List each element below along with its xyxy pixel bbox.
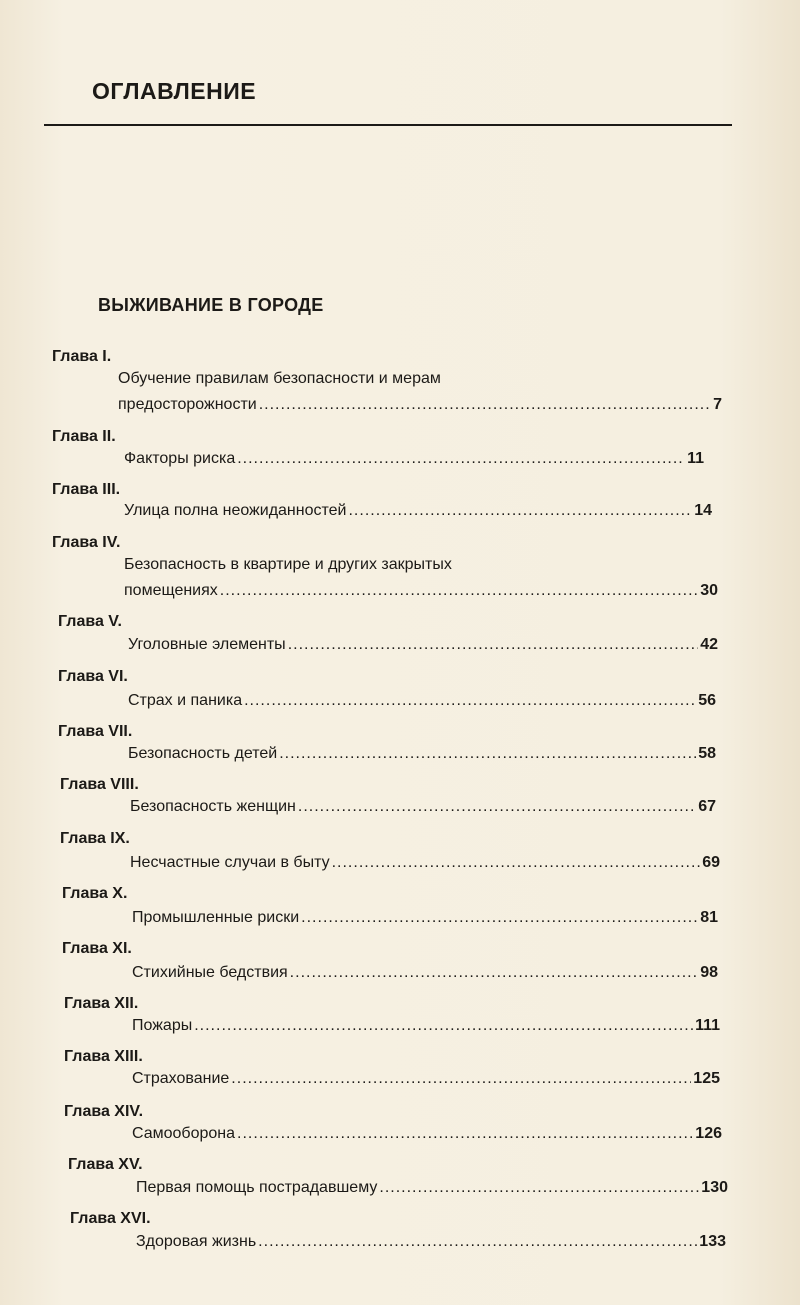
- toc-entry[interactable]: [132, 905, 718, 931]
- toc-entry[interactable]: [124, 498, 712, 524]
- chapter-title: Страхование: [132, 1070, 230, 1087]
- chapter-label: Глава XV.: [68, 1156, 143, 1173]
- dot-leader: [244, 688, 696, 714]
- page-number: 130: [701, 1179, 728, 1196]
- chapter-label: Глава XVI.: [70, 1210, 151, 1227]
- toc-entry[interactable]: [132, 1121, 722, 1147]
- chapter-title: Несчастные случаи в быту: [130, 854, 330, 871]
- chapter-label: Глава IX.: [60, 830, 130, 847]
- chapter-title: Первая помощь пострадавшему: [136, 1179, 378, 1196]
- page-number: 7: [713, 396, 722, 413]
- chapter-label: Глава XI.: [62, 940, 132, 957]
- title-rule: [44, 124, 732, 126]
- toc-entry[interactable]: [130, 850, 720, 876]
- chapter-label: Глава IV.: [52, 534, 121, 551]
- dot-leader: [288, 632, 699, 658]
- dot-leader: [259, 392, 711, 418]
- chapter-title: Факторы риска: [124, 450, 236, 467]
- chapter-title: Улица полна неожиданностей: [124, 502, 347, 519]
- chapter-label: Глава V.: [58, 613, 122, 630]
- page-number: 42: [700, 636, 718, 653]
- dot-leader: [279, 741, 696, 767]
- toc-entry[interactable]: [132, 1013, 720, 1039]
- section-title: ВЫЖИВАНИЕ В ГОРОДЕ: [98, 295, 324, 315]
- chapter-label: Глава XIII.: [64, 1048, 143, 1065]
- dot-leader: [298, 794, 696, 820]
- page-number: 30: [700, 582, 718, 599]
- dot-leader: [379, 1175, 699, 1201]
- chapter-title: Здоровая жизнь: [136, 1233, 257, 1250]
- toc-entry[interactable]: [118, 366, 722, 418]
- chapter-label: Глава XII.: [64, 995, 139, 1012]
- toc-entry[interactable]: [124, 552, 718, 604]
- chapter-title: Безопасность в квартире и других закрытых: [124, 556, 452, 573]
- chapter-title: Страх и паника: [128, 692, 243, 709]
- page-number: 56: [698, 692, 716, 709]
- page-number: 133: [699, 1233, 726, 1250]
- toc-entry[interactable]: [132, 1066, 720, 1092]
- page-number: 81: [700, 909, 718, 926]
- dot-leader: [258, 1229, 697, 1255]
- dot-leader: [237, 446, 685, 472]
- chapter-label: Глава VIII.: [60, 776, 139, 793]
- chapter-label: Глава VI.: [58, 668, 128, 685]
- chapter-label: Глава X.: [62, 885, 128, 902]
- chapter-title: Безопасность женщин: [130, 798, 296, 815]
- page-number: 111: [695, 1017, 720, 1034]
- chapter-label: Глава VII.: [58, 723, 133, 740]
- dot-leader: [332, 850, 701, 876]
- dot-leader: [194, 1013, 693, 1039]
- chapter-title: предосторожности: [118, 396, 257, 413]
- chapter-label: Глава III.: [52, 481, 121, 498]
- dot-leader: [301, 905, 698, 931]
- chapter-title: Самооборона: [132, 1125, 236, 1142]
- toc-entry[interactable]: [128, 688, 716, 714]
- toc-entry[interactable]: [136, 1229, 726, 1255]
- chapter-title: Пожары: [132, 1017, 193, 1034]
- toc-entry[interactable]: [130, 794, 716, 820]
- chapter-label: Глава I.: [52, 348, 112, 365]
- toc-entry[interactable]: [132, 960, 718, 986]
- chapter-title: Обучение правилам безопасности и мерам: [118, 370, 441, 387]
- page-number: 67: [698, 798, 716, 815]
- page-number: 69: [702, 854, 720, 871]
- chapter-title: Уголовные элементы: [128, 636, 286, 653]
- toc-entry[interactable]: [128, 632, 718, 658]
- toc-title: ОГЛАВЛЕНИЕ: [92, 78, 257, 104]
- page-number: 58: [698, 745, 716, 762]
- chapter-title: Стихийные бедствия: [132, 964, 288, 981]
- toc-entry[interactable]: [136, 1175, 728, 1201]
- page-number: 125: [693, 1070, 720, 1087]
- dot-leader: [220, 578, 698, 604]
- dot-leader: [231, 1066, 691, 1092]
- dot-leader: [290, 960, 699, 986]
- page-number: 14: [694, 502, 712, 519]
- chapter-title: Промышленные риски: [132, 909, 300, 926]
- chapter-label: Глава XIV.: [64, 1103, 144, 1120]
- toc-entry[interactable]: [124, 446, 704, 472]
- dot-leader: [348, 498, 692, 524]
- chapter-title: Безопасность детей: [128, 745, 278, 762]
- page-number: 11: [687, 450, 704, 467]
- chapter-label: Глава II.: [52, 428, 116, 445]
- chapter-title: помещениях: [124, 582, 218, 599]
- dot-leader: [237, 1121, 693, 1147]
- page-number: 126: [695, 1125, 722, 1142]
- page-number: 98: [700, 964, 718, 981]
- toc-entry[interactable]: [128, 741, 716, 767]
